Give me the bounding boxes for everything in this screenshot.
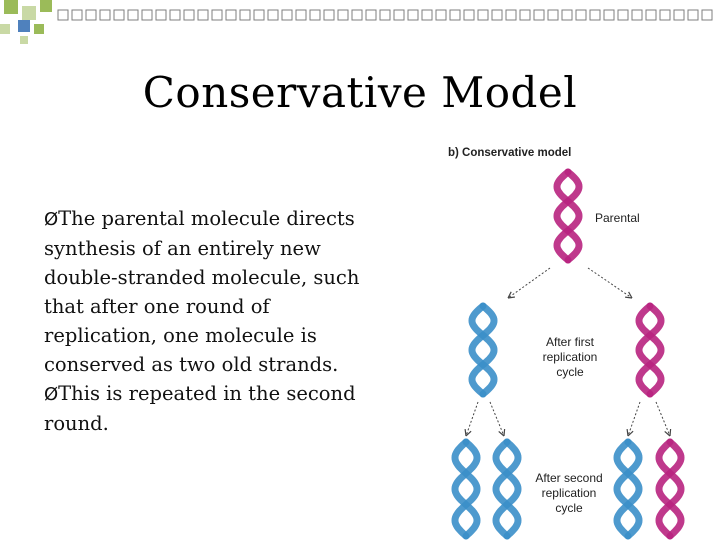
arrow-line (508, 268, 550, 298)
arrow-line (628, 402, 640, 436)
arrow-bullet-icon: Ø (44, 209, 59, 230)
second-cycle-helix-3 (617, 442, 639, 536)
arrow-bullet-icon: Ø (44, 384, 59, 405)
arrow-line (466, 402, 478, 436)
arrow-line (490, 402, 504, 436)
label-first-cycle-line3: cycle (556, 365, 584, 379)
bullet-text: The parental molecule directs synthesis of an entirely new double-stranded molecule, such that after one round of replication, one molecule is conserved as two old strands. (44, 207, 360, 376)
second-cycle-helix-4 (659, 442, 681, 536)
label-first-cycle-line2: replication (542, 350, 598, 364)
conservative-model-diagram (420, 136, 720, 540)
arrowhead-icon (625, 292, 632, 298)
bullet-text: This is repeated in the second round. (44, 382, 356, 435)
first-cycle-new-helix (472, 306, 494, 394)
label-parental: Parental (595, 211, 640, 225)
arrowhead-icon (508, 292, 515, 298)
bullet-list (44, 204, 384, 438)
arrow-line (588, 268, 632, 298)
second-cycle-helix-2 (496, 442, 518, 536)
decorative-header-squares (0, 0, 720, 48)
bullet-item (44, 379, 384, 438)
arrow-line (656, 402, 670, 436)
second-cycle-helix-1 (455, 442, 477, 536)
first-cycle-old-helix (639, 306, 661, 394)
arrowhead-icon (665, 429, 671, 436)
label-first-cycle-line1: After first (545, 335, 595, 349)
slide-title: Conservative Model (142, 68, 578, 117)
label-second-cycle-line3: cycle (555, 501, 583, 515)
arrowhead-icon (499, 429, 505, 436)
diagram-heading: b) Conservative model (448, 147, 572, 159)
label-second-cycle-line1: After second (535, 471, 603, 485)
parental-helix (557, 172, 579, 260)
label-second-cycle-line2: replication (541, 486, 597, 500)
bullet-item (44, 204, 384, 379)
